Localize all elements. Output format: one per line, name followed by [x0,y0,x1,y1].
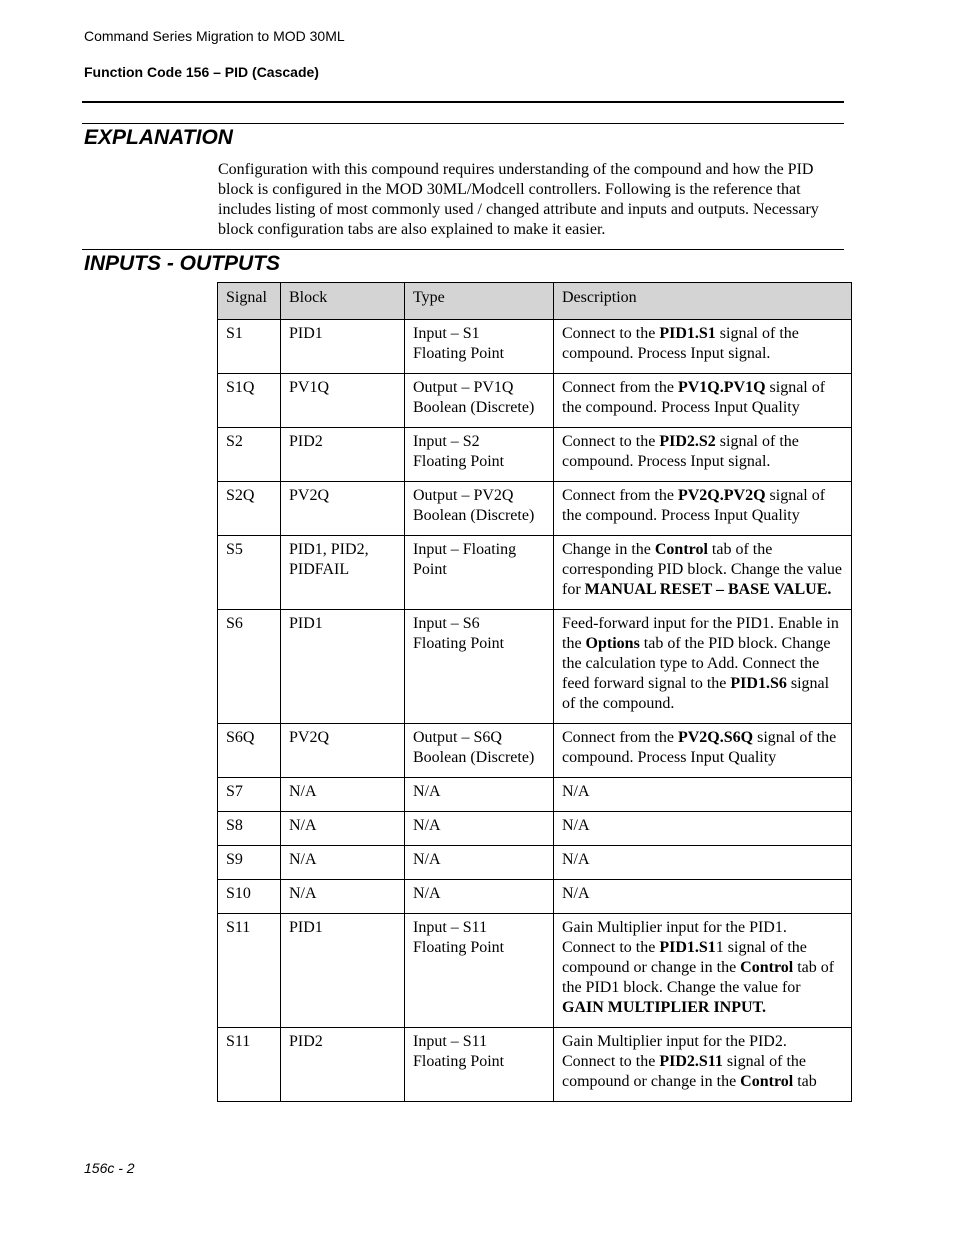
signal-cell: S1Q [218,374,281,428]
description-emphasis: Control [740,959,794,976]
page-number: 156c - 2 [84,1160,135,1176]
block-cell [281,482,405,536]
description-text: signal of the compound or change in the [562,1053,806,1090]
description-text: Connect from the [562,729,678,746]
description-emphasis: Control [740,1073,794,1090]
signal-cell: S2 [218,428,281,482]
block-cell [281,914,405,1028]
table-row [218,914,852,1028]
type-line: Boolean (Discrete) [413,399,535,416]
signal-cell: S11 [218,914,281,1028]
description-text: tab of the corresponding PID block. Change the value for [562,541,842,598]
type-line: Output – S6Q [413,729,502,746]
signal-cell: S5 [218,536,281,610]
type-line: Input – S2 [413,433,480,450]
type-cell [405,724,554,778]
io-table [217,282,852,1102]
description-cell [554,536,852,610]
description-cell [554,812,852,846]
block-line: N/A [289,885,317,902]
type-line: N/A [413,817,441,834]
description-cell [554,914,852,1028]
description-text: signal of the compound. Process Input Quality [562,379,826,416]
block-line: PID1 [289,919,323,936]
description-text: signal of the compound. Process Input Quality [562,729,837,766]
description-cell [554,428,852,482]
description-emphasis: PV2Q.S6Q [677,729,754,746]
description-text: signal of the compound. [562,675,830,712]
description-emphasis: PID1.S1 [659,325,716,342]
type-cell [405,610,554,724]
table-row [218,724,852,778]
type-line: Floating Point [413,453,505,470]
type-cell [405,812,554,846]
type-line: Floating Point [413,345,505,362]
table-row [218,1028,852,1102]
description-cell [554,724,852,778]
description-cell [554,1028,852,1102]
description-text: tab of the PID block. Change the calculation type to Add. Connect the feed forward signal to the [562,635,831,692]
table-row [218,846,852,880]
block-cell [281,320,405,374]
section-heading: Function Code 156 – PID (Cascade) [84,64,319,80]
description-text: signal of the compound. Process Input signal. [562,325,799,362]
description-text: signal of the compound. Process Input Quality [562,487,826,524]
signal-cell: S6Q [218,724,281,778]
block-line: PV2Q [289,729,330,746]
type-line: N/A [413,783,441,800]
type-cell [405,914,554,1028]
description-text: tab of the PID1 block. Change the value for [562,959,835,996]
type-cell [405,482,554,536]
description-emphasis: MANUAL RESET – BASE VALUE. [584,581,832,598]
signal-cell: S8 [218,812,281,846]
block-cell [281,374,405,428]
col-header-signal: Signal [218,283,281,320]
signal-cell: S11 [218,1028,281,1102]
block-line: PID2 [289,433,323,450]
type-line: Boolean (Discrete) [413,507,535,524]
type-line: Input – S1 [413,325,480,342]
type-cell [405,778,554,812]
col-header-description: Description [554,283,852,320]
block-line: PID1 [289,615,323,632]
col-header-block: Block [281,283,405,320]
signal-cell: S10 [218,880,281,914]
description-text: Connect to the [562,325,660,342]
table-row [218,482,852,536]
io-rule [82,249,844,250]
type-cell [405,536,554,610]
type-line: N/A [413,851,441,868]
type-cell [405,374,554,428]
type-line: Input – S6 [413,615,480,632]
type-cell [405,880,554,914]
description-emphasis: PID2.S2 [659,433,716,450]
block-cell [281,880,405,914]
type-cell [405,846,554,880]
description-emphasis: PV2Q.PV2Q [677,487,766,504]
block-cell [281,428,405,482]
description-emphasis: GAIN MULTIPLIER INPUT. [562,999,767,1016]
description-text: Change in the [562,541,655,558]
explanation-rule [82,123,844,124]
description-text: N/A [562,885,590,902]
block-line: PID1 [289,325,323,342]
block-line: N/A [289,817,317,834]
description-text: Connect from the [562,487,678,504]
description-text: Gain Multiplier input for the PID1. Connect to the [562,919,787,956]
signal-cell: S7 [218,778,281,812]
description-text: Connect to the [562,433,660,450]
table-row [218,610,852,724]
type-line: Input – S11 [413,1033,488,1050]
description-cell [554,778,852,812]
block-cell [281,1028,405,1102]
io-table-body [218,320,852,1102]
explanation-text: Configuration with this compound requires understanding of the compound and how the PID block is configured in the MOD 30ML/Modcell controllers. Following is the reference that includes listing of most commonly used / changed attribute and inputs and outputs. Necessary block configuration tabs are also explained to make it easier. [218,161,819,238]
signal-cell: S1 [218,320,281,374]
description-text: Feed-forward input for the PID1. Enable in the [562,615,839,652]
type-cell [405,320,554,374]
io-header-row [218,283,852,320]
block-cell [281,846,405,880]
type-line: Output – PV2Q [413,487,514,504]
description-text: N/A [562,817,590,834]
block-line: PIDFAIL [289,561,350,578]
description-text: Connect from the [562,379,678,396]
table-row [218,812,852,846]
type-line: Input – S11 [413,919,488,936]
type-cell [405,428,554,482]
header-rule [82,101,844,103]
description-emphasis: Control [654,541,708,558]
description-cell [554,610,852,724]
signal-cell: S9 [218,846,281,880]
table-row [218,880,852,914]
block-line: PV2Q [289,487,330,504]
signal-cell: S2Q [218,482,281,536]
type-line: Boolean (Discrete) [413,749,535,766]
description-emphasis: Options [585,635,640,652]
table-row [218,428,852,482]
description-emphasis: PV1Q.PV1Q [677,379,766,396]
table-row [218,536,852,610]
type-line: Input – Floating Point [413,541,517,578]
description-cell [554,320,852,374]
description-text: Gain Multiplier input for the PID2. Connect to the [562,1033,787,1070]
document-title: Command Series Migration to MOD 30ML [84,28,345,44]
description-cell [554,846,852,880]
io-title: INPUTS - OUTPUTS [84,252,281,275]
description-emphasis: PID2.S11 [659,1053,723,1070]
type-line: Output – PV1Q [413,379,514,396]
block-line: N/A [289,851,317,868]
signal-cell: S6 [218,610,281,724]
type-line: Floating Point [413,635,505,652]
block-cell [281,536,405,610]
block-line: PV1Q [289,379,330,396]
description-text: N/A [562,851,590,868]
description-cell [554,482,852,536]
block-line: PID1, PID2, [289,541,369,558]
type-cell [405,1028,554,1102]
description-text: N/A [562,783,590,800]
description-emphasis: PID1.S6 [730,675,787,692]
description-cell [554,880,852,914]
block-line: N/A [289,783,317,800]
block-cell [281,812,405,846]
block-cell [281,610,405,724]
table-row [218,320,852,374]
description-cell [554,374,852,428]
description-text: signal of the compound. Process Input signal. [562,433,799,470]
type-line: Floating Point [413,1053,505,1070]
block-cell [281,778,405,812]
block-cell [281,724,405,778]
description-text: tab [793,1073,817,1090]
table-row [218,778,852,812]
block-line: PID2 [289,1033,323,1050]
type-line: N/A [413,885,441,902]
description-emphasis: PID1.S1 [659,939,716,956]
type-line: Floating Point [413,939,505,956]
description-text: 1 signal of the compound or change in the [562,939,807,976]
explanation-title: EXPLANATION [84,126,233,149]
col-header-type: Type [405,283,554,320]
table-row [218,374,852,428]
